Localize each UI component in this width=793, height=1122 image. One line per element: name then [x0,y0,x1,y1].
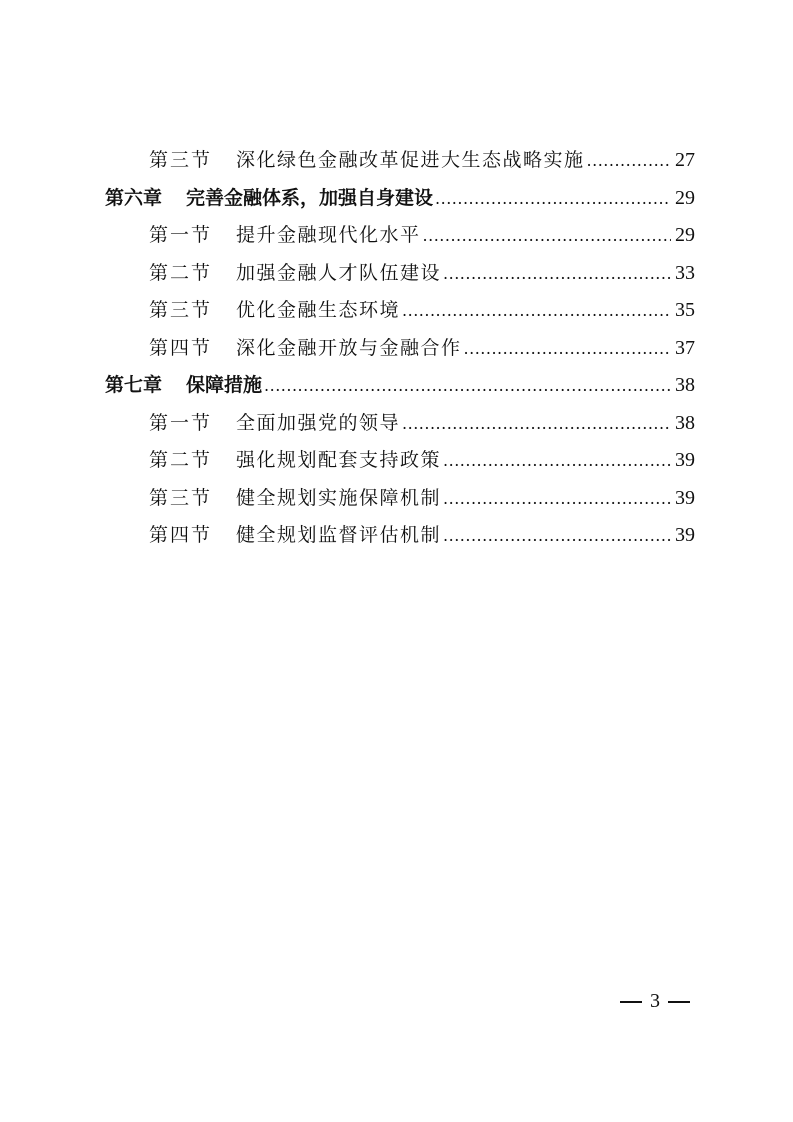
toc-entry-page: 35 [675,299,695,321]
dot-leader [402,292,671,330]
page-number: 3 [650,990,660,1012]
dot-leader [435,180,671,218]
toc-entry-number: 第四节 [149,524,213,546]
toc-entry[interactable] [105,255,695,293]
toc-entry-page: 27 [675,149,695,171]
toc-entry-number: 第一节 [149,224,213,246]
toc-entry-number: 第二节 [149,261,213,284]
toc-entry[interactable] [105,292,695,330]
toc-entry[interactable] [105,142,695,180]
toc-entry-number: 第三节 [149,149,213,171]
toc-entry-title: 加强金融人才队伍建设 [236,261,442,284]
toc-entry-title: 深化金融开放与金融合作 [236,336,462,359]
toc-entry-number: 第四节 [149,336,213,359]
dot-leader [402,405,671,443]
toc-entry-title: 深化绿色金融改革促进大生态战略实施 [236,149,585,171]
toc-entry-number: 第一节 [149,411,213,434]
dot-leader [443,480,671,518]
dot-leader [423,217,671,255]
toc-entry-number: 第二节 [149,449,213,471]
dash-left [620,1001,642,1003]
toc-chapter-title: 保障措施 [186,374,263,396]
toc-chapter[interactable] [105,367,695,405]
toc-entry-page: 37 [675,336,695,359]
toc-entry-page: 38 [675,374,695,396]
dash-right [668,1001,690,1003]
dot-leader [443,517,671,555]
toc-entry-title: 强化规划配套支持政策 [236,449,442,471]
page-footer [620,990,700,1013]
toc-entry-page: 38 [675,411,695,434]
dot-leader [443,255,671,293]
toc-chapter-title: 完善金融体系，加强自身建设 [186,186,434,209]
dot-leader [264,367,671,405]
toc-entry-page: 39 [675,449,695,471]
toc-entry-title: 健全规划监督评估机制 [236,524,442,546]
toc-entry[interactable] [105,330,695,368]
toc-chapter-number: 第六章 [105,186,163,209]
toc-entry-number: 第三节 [149,486,213,509]
toc-entry[interactable] [105,480,695,518]
dot-leader [464,330,671,368]
toc-entry[interactable] [105,517,695,555]
toc-entry-title: 健全规划实施保障机制 [236,486,442,509]
toc-entry-title: 优化金融生态环境 [236,299,401,321]
toc-entry-page: 39 [675,524,695,546]
toc-entry[interactable] [105,217,695,255]
toc-entry-title: 全面加强党的领导 [236,411,401,434]
toc-chapter[interactable] [105,180,695,218]
dot-leader [443,442,671,480]
toc-entry-title: 提升金融现代化水平 [236,224,421,246]
toc-entry-page: 39 [675,486,695,509]
toc-entry-page: 33 [675,261,695,284]
toc-chapter-number: 第七章 [105,374,163,396]
toc-entry-page: 29 [675,224,695,246]
dot-leader [587,142,671,180]
table-of-contents [105,142,695,555]
toc-entry-page: 29 [675,186,695,209]
toc-entry[interactable] [105,442,695,480]
toc-entry-number: 第三节 [149,299,213,321]
toc-entry[interactable] [105,405,695,443]
